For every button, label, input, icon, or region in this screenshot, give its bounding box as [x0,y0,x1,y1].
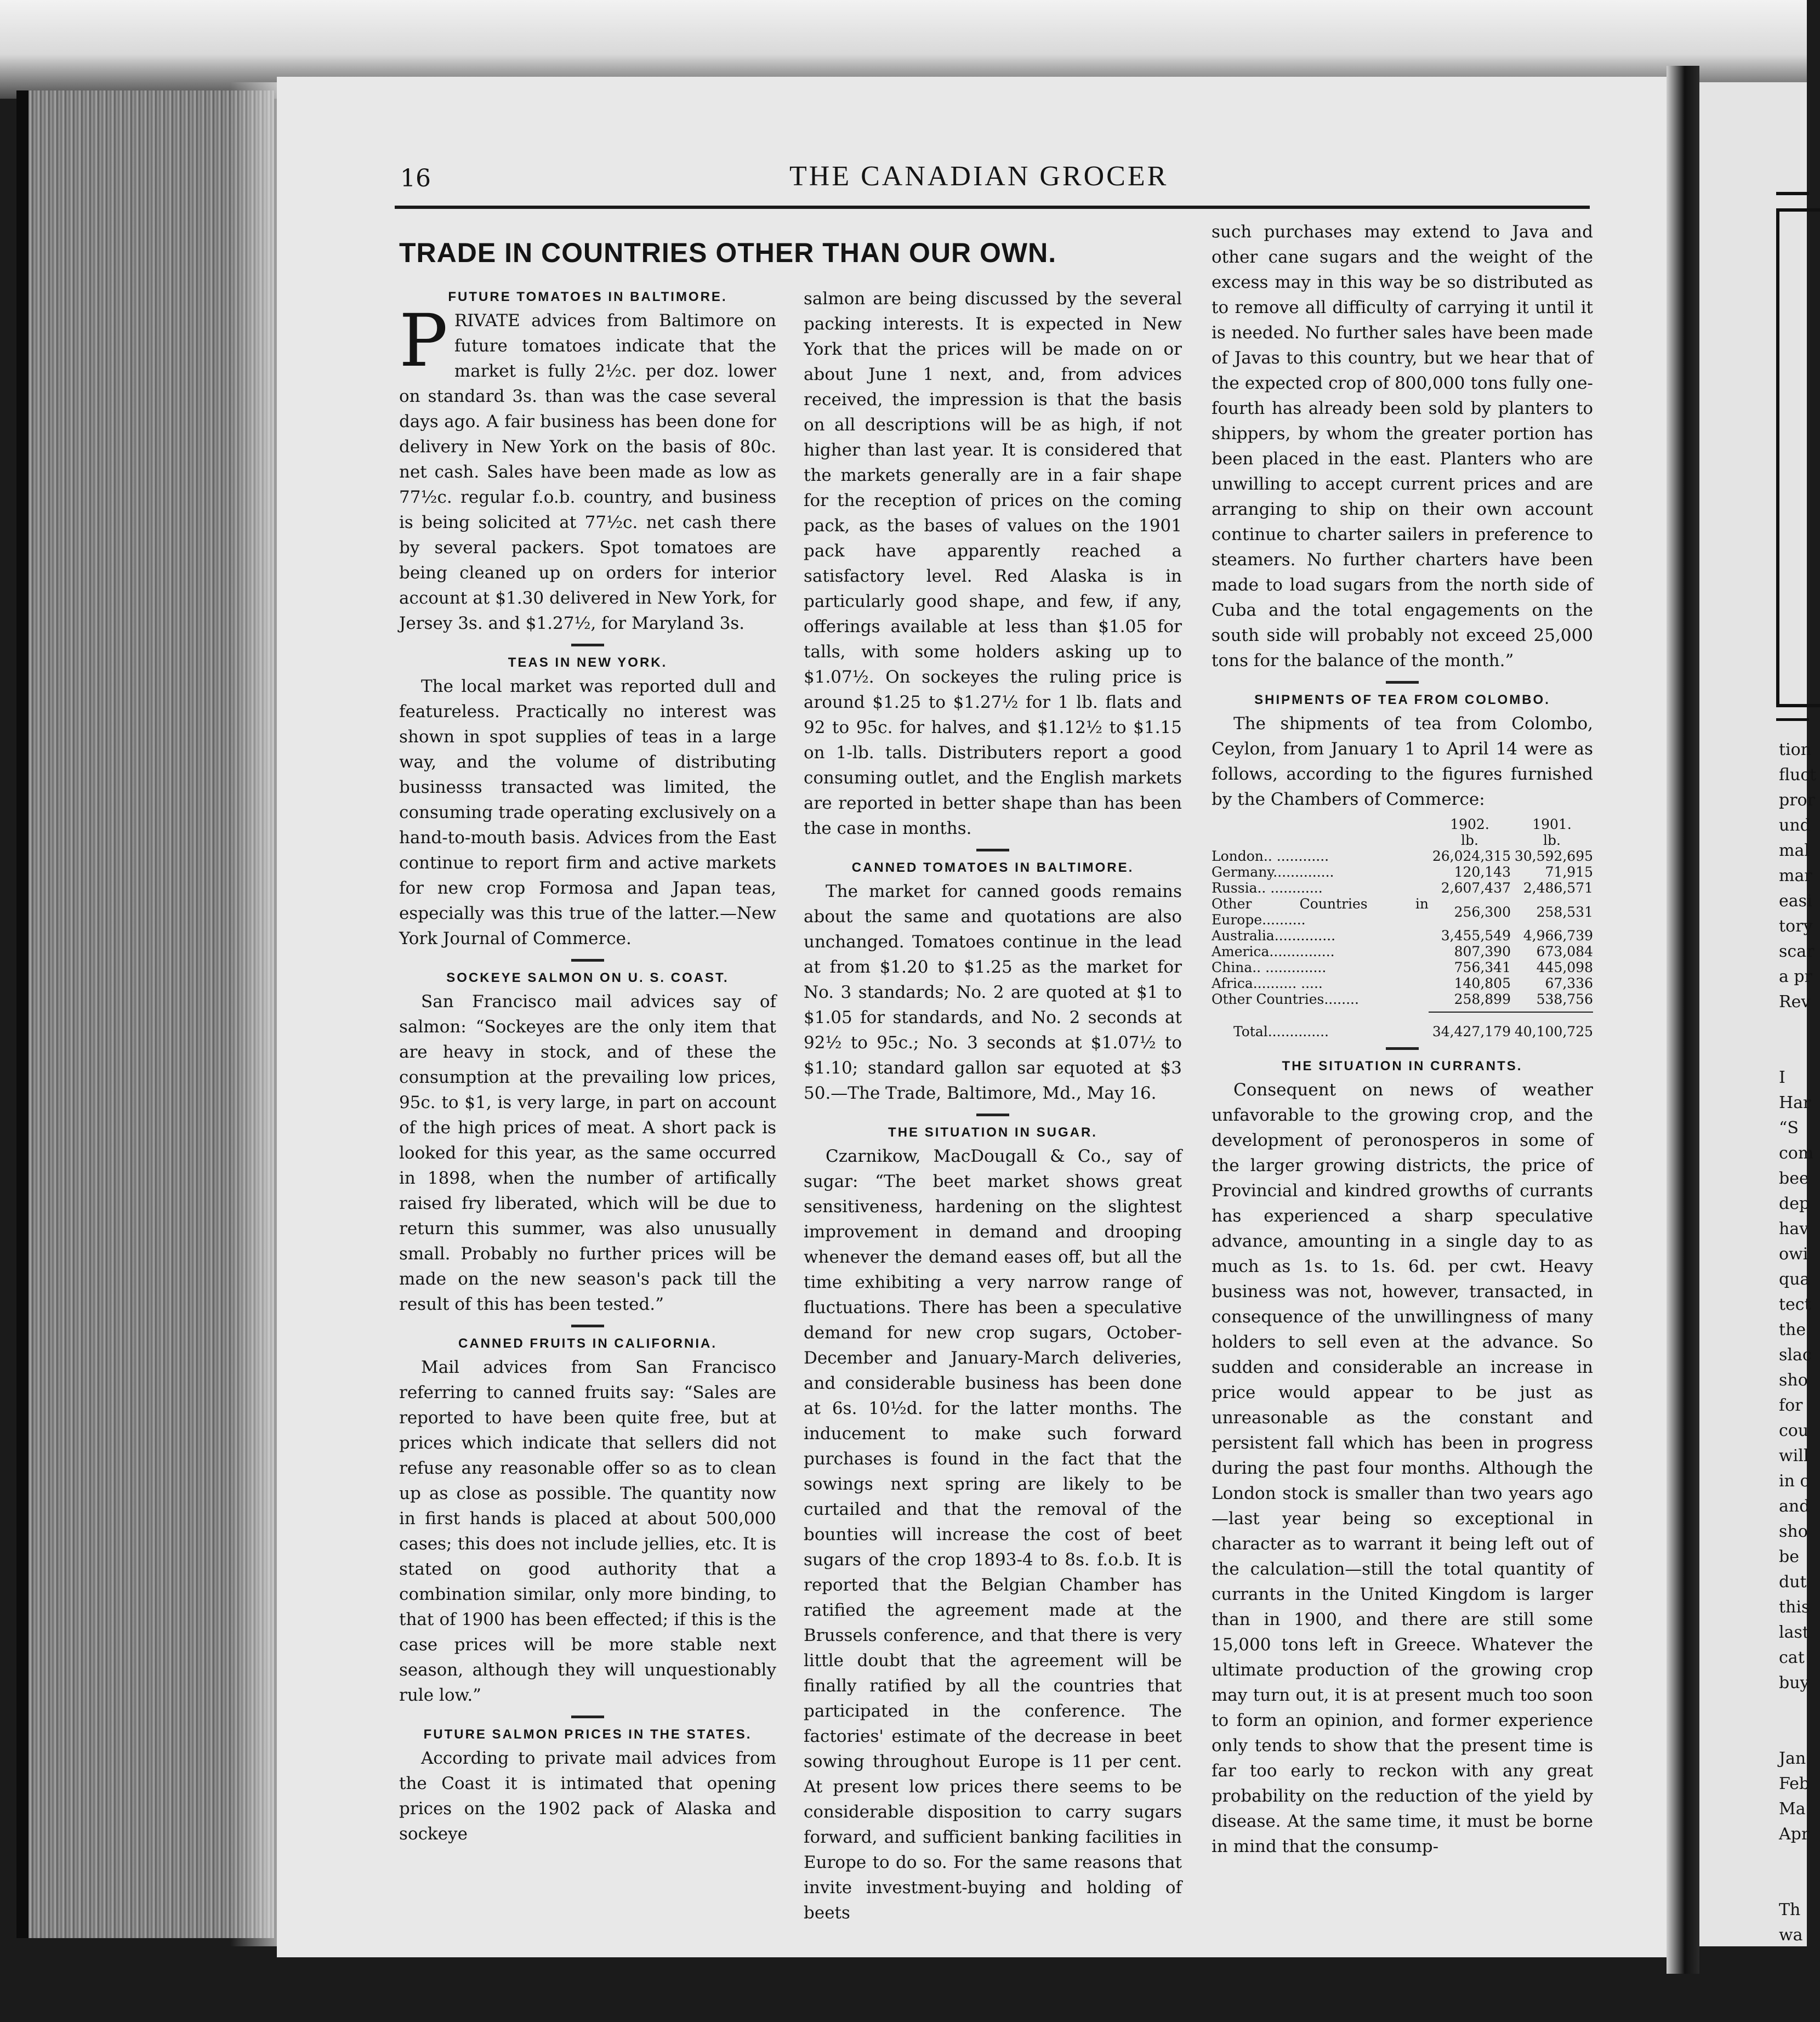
section-body: such purchases may extend to Java and other cane sugars and the weight of the excess may in this way be so distributed as to remove all difficulty of carrying it until it is needed. No further sales have been made of Javas to this country, but we hear that of the expected crop of 800,000 tons fully one-fourth has already been sold by planters to shippers, by whom the greater portion has been placed in the east. Planters who are unwilling to accept current prices and are arranging to ship on their own account continue to charter sailers in preference to steamers. No further charters have been made to load sugars from the north side of Cuba and the total engagements on the south side will probably not exceed 25,000 tons for the balance of the month.” [1212,222,1593,671]
value-1902: 26,024,315 [1432,848,1511,864]
adjacent-text-fragment: fluct [1779,765,1817,785]
leader-dots: .......... [1262,912,1306,928]
row-label: Russia [1212,880,1258,896]
tea-shipments-table [1212,816,1593,1007]
section-heading: CANNED TOMATOES IN BALTIMORE. [851,860,1134,875]
adjacent-text-fragment: Apr [1779,1825,1810,1844]
column-header-1902: 1902. [1450,816,1489,832]
value-1901: 67,336 [1545,975,1593,991]
adjacent-text-fragment: pror [1779,791,1815,810]
section-heading: FUTURE TOMATOES IN BALTIMORE. [448,289,727,304]
section-body: According to private mail advices from the Coast it is intimated that opening prices on the 1902 pack of Alaska and sockeye [399,1748,776,1844]
value-1901: 2,486,571 [1523,880,1593,896]
value-1901: 258,531 [1536,904,1593,920]
adjacent-text-fragment: last [1779,1623,1809,1642]
adjacent-text-fragment: this [1779,1598,1810,1617]
column-1 [399,286,776,1847]
adjacent-text-fragment: and [1779,1497,1810,1516]
adjacent-text-fragment: a pr [1779,967,1812,986]
value-1902: 256,300 [1454,904,1511,920]
section-body: The market for canned goods remains about the same and quotations are also unchanged. Tomatoes continue in the lead at from $1.20 to $1.25 as the market for No. 3 standards; No. 2 are quoted at $1 to $1.05 for standards, and No. 2 seconds at 92½ to 95c.; No. 3 seconds at $1.07½ to $1.10; standard gallon sar equoted at $3 50.—The Trade, Baltimore, Md., May 16. [804,882,1182,1103]
adjacent-text-fragment [1779,1847,1812,1898]
table-row [1212,928,1593,944]
table-row [1212,975,1593,991]
total-1901: 40,100,725 [1511,1012,1593,1040]
header-rule [395,206,1590,209]
adjacent-text-fragment: dut [1779,1572,1807,1592]
value-1902: 120,143 [1454,864,1511,880]
adjacent-text-fragment: be [1779,1547,1799,1566]
adjacent-page-text [1779,737,1817,1948]
table-row [1212,991,1593,1007]
section-heading: SOCKEYE SALMON ON U. S. COAST. [446,970,729,985]
adjacent-text-fragment: dep [1779,1194,1810,1213]
adjacent-text-fragment: mar [1779,866,1812,885]
section-body: Consequent on news of weather unfavorable to the growing crop, and the development of peronosperos in some of the larger growing districts, the price of Provincial and kindred growths of currants has experienced a sharp speculative advance, amounting in a single day to as much as 1s. to 1s. 6d. per cwt. Heavy business was not, however, transacted, in consequence of the unwillingness of many holders to sell even at the advance. So sudden and considerable an increase in price would appear to be just as unreasonable as the constant and persistent fall which has been in progress during the past four months. Although the London stock is smaller than two years ago—last year being so exceptional in character as to warrant it being left out of the calculation—still the total quantity of currants in the United Kingdom is larger than in 1900, and there are still some 15,000 tons left in Greece. Whatever the ultimate production of the growing crop may turn out, it is at present much too soon to form an opinion, and former experience only tends to show that the present time is far too early to reckon with any great probability on the reduction of the yield by disease. At the same time, it must be borne in mind that the consump- [1212,1080,1593,1856]
adjacent-text-fragment: the [1779,1320,1806,1339]
section-text: RIVATE advices from Baltimore on future tomatoes indicate that the market is fully 2½c. per doz. lower on standard 3s. than was the case several days ago. A fair business has been done for delivery in New York on the basis of 80c. net cash. Sales have been made as low as 77½c. regular f.o.b. country, and business is being solicited at 77½c. net cash there by several packers. Spot tomatoes are being cleaned up on orders for interior account at $1.30 delivered in New York, for Jersey 3s. and $1.27½, for Maryland 3s. [399,311,776,633]
unit-label: lb. [1461,832,1478,848]
adjacent-text-fragment: und [1779,816,1811,835]
adjacent-text-fragment: “S [1779,1118,1799,1138]
section-separator [571,959,604,962]
section-heading: FUTURE SALMON PRICES IN THE STATES. [423,1727,752,1742]
adjacent-text-fragment: in c [1779,1472,1810,1491]
table-header-row [1212,816,1593,832]
adjacent-text-fragment: for [1779,1396,1803,1415]
section-separator [571,1716,604,1718]
adjacent-text-fragment: bee [1779,1169,1809,1188]
leader-dots: .............. [1267,1023,1329,1040]
drop-cap: P [399,299,448,383]
adjacent-text-fragment: buy [1779,1673,1810,1692]
section-separator [976,849,1009,851]
column-3 [1212,219,1593,1859]
leader-dots: .......... ..... [1253,975,1323,991]
adjacent-text-fragment: Th [1779,1900,1801,1919]
row-label: Other Countries in Europe [1212,896,1429,928]
total-1902: 34,427,179 [1429,1012,1511,1040]
table-row [1212,896,1593,928]
row-label: Africa [1212,975,1253,991]
unit-label: lb. [1543,832,1561,848]
section-separator [976,1114,1009,1116]
section-body: Czarnikow, MacDougall & Co., say of sugar: “The beet market shows great sensitiveness, hardening on the slightest improvement in demand and drooping whenever the demand eases off, but all the time exhibiting a very narrow range of fluctuations. There has been a speculative demand for new crop sugars, October-December and January-March deliveries, and considerable business has been done at 6s. 10½d. for the latter months. The inducement to make such forward purchases is found in the fact that the sowings next spring are likely to be curtailed and that the removal of the bounties will increase the cost of beet sugars of the crop 1893-4 to 8s. f.o.b. It is reported that the Belgian Chamber has ratified the agreement made at the Brussels conference, and that there is very little doubt that the agreement will be finally ratified by all the countries that participated in the conference. The factories' estimate of the decrease in beet sowing throughout Europe is 11 per cent. At present low prices there seems to be considerable disposition to carry sugars forward, and sufficient banking facilities in Europe to do so. For the same reasons that invite investment-buying and holding of beets [804,1146,1182,1923]
adjacent-text-fragment: Feb [1779,1774,1810,1793]
section-separator [1386,1047,1419,1050]
table-total-row [1212,1012,1593,1040]
value-1901: 538,756 [1536,991,1593,1007]
adjacent-text-fragment: mal [1779,841,1810,860]
section-heading: THE SITUATION IN SUGAR. [888,1125,1097,1140]
leader-dots: ........ [1324,991,1359,1007]
value-1901: 4,966,739 [1523,928,1593,944]
leader-dots: .............. [1274,928,1336,944]
value-1902: 140,805 [1454,975,1511,991]
value-1902: 258,899 [1454,991,1511,1007]
row-label: Other Countries [1212,991,1324,1007]
value-1901: 673,084 [1536,944,1593,959]
adjacent-text-fragment: I [1779,1068,1785,1087]
row-label: America [1212,944,1270,959]
adjacent-text-fragment: qua [1779,1270,1810,1289]
section-separator [571,1325,604,1327]
adjacent-text-fragment: cou [1779,1421,1809,1440]
masthead: THE CANADIAN GROCER [789,161,1169,192]
adjacent-text-fragment: tect [1779,1295,1811,1314]
value-1902: 756,341 [1454,959,1511,975]
adjacent-page-rule [1776,192,1809,195]
page-number: 16 [400,164,431,192]
table-unit-row [1212,832,1593,848]
adjacent-text-fragment [1779,1696,1812,1746]
tea-total-table [1212,1012,1593,1040]
adjacent-text-fragment: Har [1779,1093,1811,1112]
value-1902: 2,607,437 [1441,880,1511,896]
adjacent-text-fragment [1779,1015,1812,1065]
row-label: Australia [1212,928,1275,944]
section-separator [1386,681,1419,684]
column-header-1901: 1901. [1532,816,1572,832]
adjacent-text-fragment: slac [1779,1345,1812,1365]
table-row [1212,880,1593,896]
table-row [1212,848,1593,864]
leader-dots: .. ............ [1257,880,1323,896]
section-body: San Francisco mail advices say of salmon: “Sockeyes are the only item that are heavy in stock, and of these the consumption at the prevailing low prices, 95c. to $1, is very large, in part on account of the high prices of meat. A short pack is looked for this year, as the same occurred in 1898, when the number of artifically raised fry liberated, which will be due to return this summer, was also unusually small. Probably no further prices will be made on the new season's pack till the result of this has been tested.” [399,992,776,1314]
total-label: Total [1233,1023,1268,1040]
column-2 [804,286,1182,1926]
section-body: The shipments of tea from Colombo, Ceylon, from January 1 to April 14 were as follows, according to the figures furnished by the Chambers of Commerce: [1212,714,1593,809]
leader-dots: .. .............. [1252,959,1327,975]
value-1902: 3,455,549 [1441,928,1511,944]
adjacent-text-fragment: easi [1779,891,1812,911]
adjacent-page-box [1776,208,1820,707]
value-1902: 807,390 [1454,944,1511,959]
table-row [1212,944,1593,959]
adjacent-text-fragment: owi [1779,1245,1808,1264]
leader-dots: .............. [1273,864,1334,880]
section-body [399,299,776,636]
adjacent-text-fragment: scar [1779,942,1815,961]
adjacent-text-fragment: Jan [1779,1749,1806,1768]
section-body: Mail advices from San Francisco referring to canned fruits say: “Sales are reported to have been quite free, but at prices which indicate that sellers did not refuse any reasonable offer so as to clean up as close as possible. The quantity now in first hands is placed at about 500,000 cases; this does not include jellies, etc. It is stated on good authority that a combination similar, only more binding, to that of 1900 has been effected; if this is the case prices will be more stable next season, although they will unquestionably rule low.” [399,1358,776,1705]
row-label: China [1212,959,1253,975]
adjacent-text-fragment: tory [1779,917,1813,936]
adjacent-page-rule-2 [1776,718,1809,721]
adjacent-text-fragment: sho [1779,1522,1808,1541]
adjacent-text-fragment: hav [1779,1219,1809,1239]
adjacent-text-fragment: Rev [1779,992,1811,1012]
leader-dots: ............... [1269,944,1335,959]
adjacent-text-fragment: will [1779,1446,1809,1466]
adjacent-page [1699,82,1817,1946]
adjacent-text-fragment: Ma [1779,1799,1806,1819]
section-heading: CANNED FRUITS IN CALIFORNIA. [458,1336,717,1351]
section-body: salmon are being discussed by the several packing interests. It is expected in New York that the prices will be made on or about June 1 next, and, from advices received, the impression is that the basis on all descriptions will be as high, if not higher than last year. It is considered that the markets generally are in a fair shape for the reception of prices on the coming pack, as the bases of values on the 1901 pack have apparently reached a satisfactory level. Red Alaska is in particularly good shape, and few, if any, offerings available at less than $1.05 for talls, with some holders asking up to $1.07½. On sockeyes the ruling price is around $1.25 to $1.27½ for 1 lb. flats and 92 to 95c. for halves, and $1.12½ to $1.15 on 1-lb. talls. Distributers report a good consuming outlet, and the English markets are reported in better shape than has been the case in months. [804,289,1182,838]
leader-dots: .. ............ [1263,848,1329,864]
row-label: London [1212,848,1264,864]
section-separator [571,644,604,646]
adjacent-text-fragment: wa [1779,1926,1803,1945]
row-label: Germany [1212,864,1273,880]
book-gutter [1667,66,1699,1974]
section-body: The local market was reported dull and featureless. Practically no interest was shown in spot supplies of teas in a large way, and the volume of distributing businesss transacted was limited, the consuming trade operating exclusively on a hand-to-mouth basis. Advices from the East continue to report firm and active markets for new crop Formosa and Japan teas, especially was this true of the latter.—New York Journal of Commerce. [399,677,776,948]
article-title: TRADE IN COUNTRIES OTHER THAN OUR OWN. [399,237,1057,268]
section-heading: SHIPMENTS OF TEA FROM COLOMBO. [1254,692,1550,707]
table-row [1212,864,1593,880]
adjacent-text-fragment: tion [1779,740,1812,759]
section-heading: THE SITUATION IN CURRANTS. [1282,1059,1523,1074]
value-1901: 445,098 [1536,959,1593,975]
table-row [1212,959,1593,975]
adjacent-text-fragment: sho [1779,1371,1808,1390]
section-heading: TEAS IN NEW YORK. [508,655,668,670]
adjacent-text-fragment: cat [1779,1648,1805,1667]
value-1901: 30,592,695 [1514,848,1593,864]
value-1901: 71,915 [1545,864,1593,880]
adjacent-text-fragment: com [1779,1144,1814,1163]
